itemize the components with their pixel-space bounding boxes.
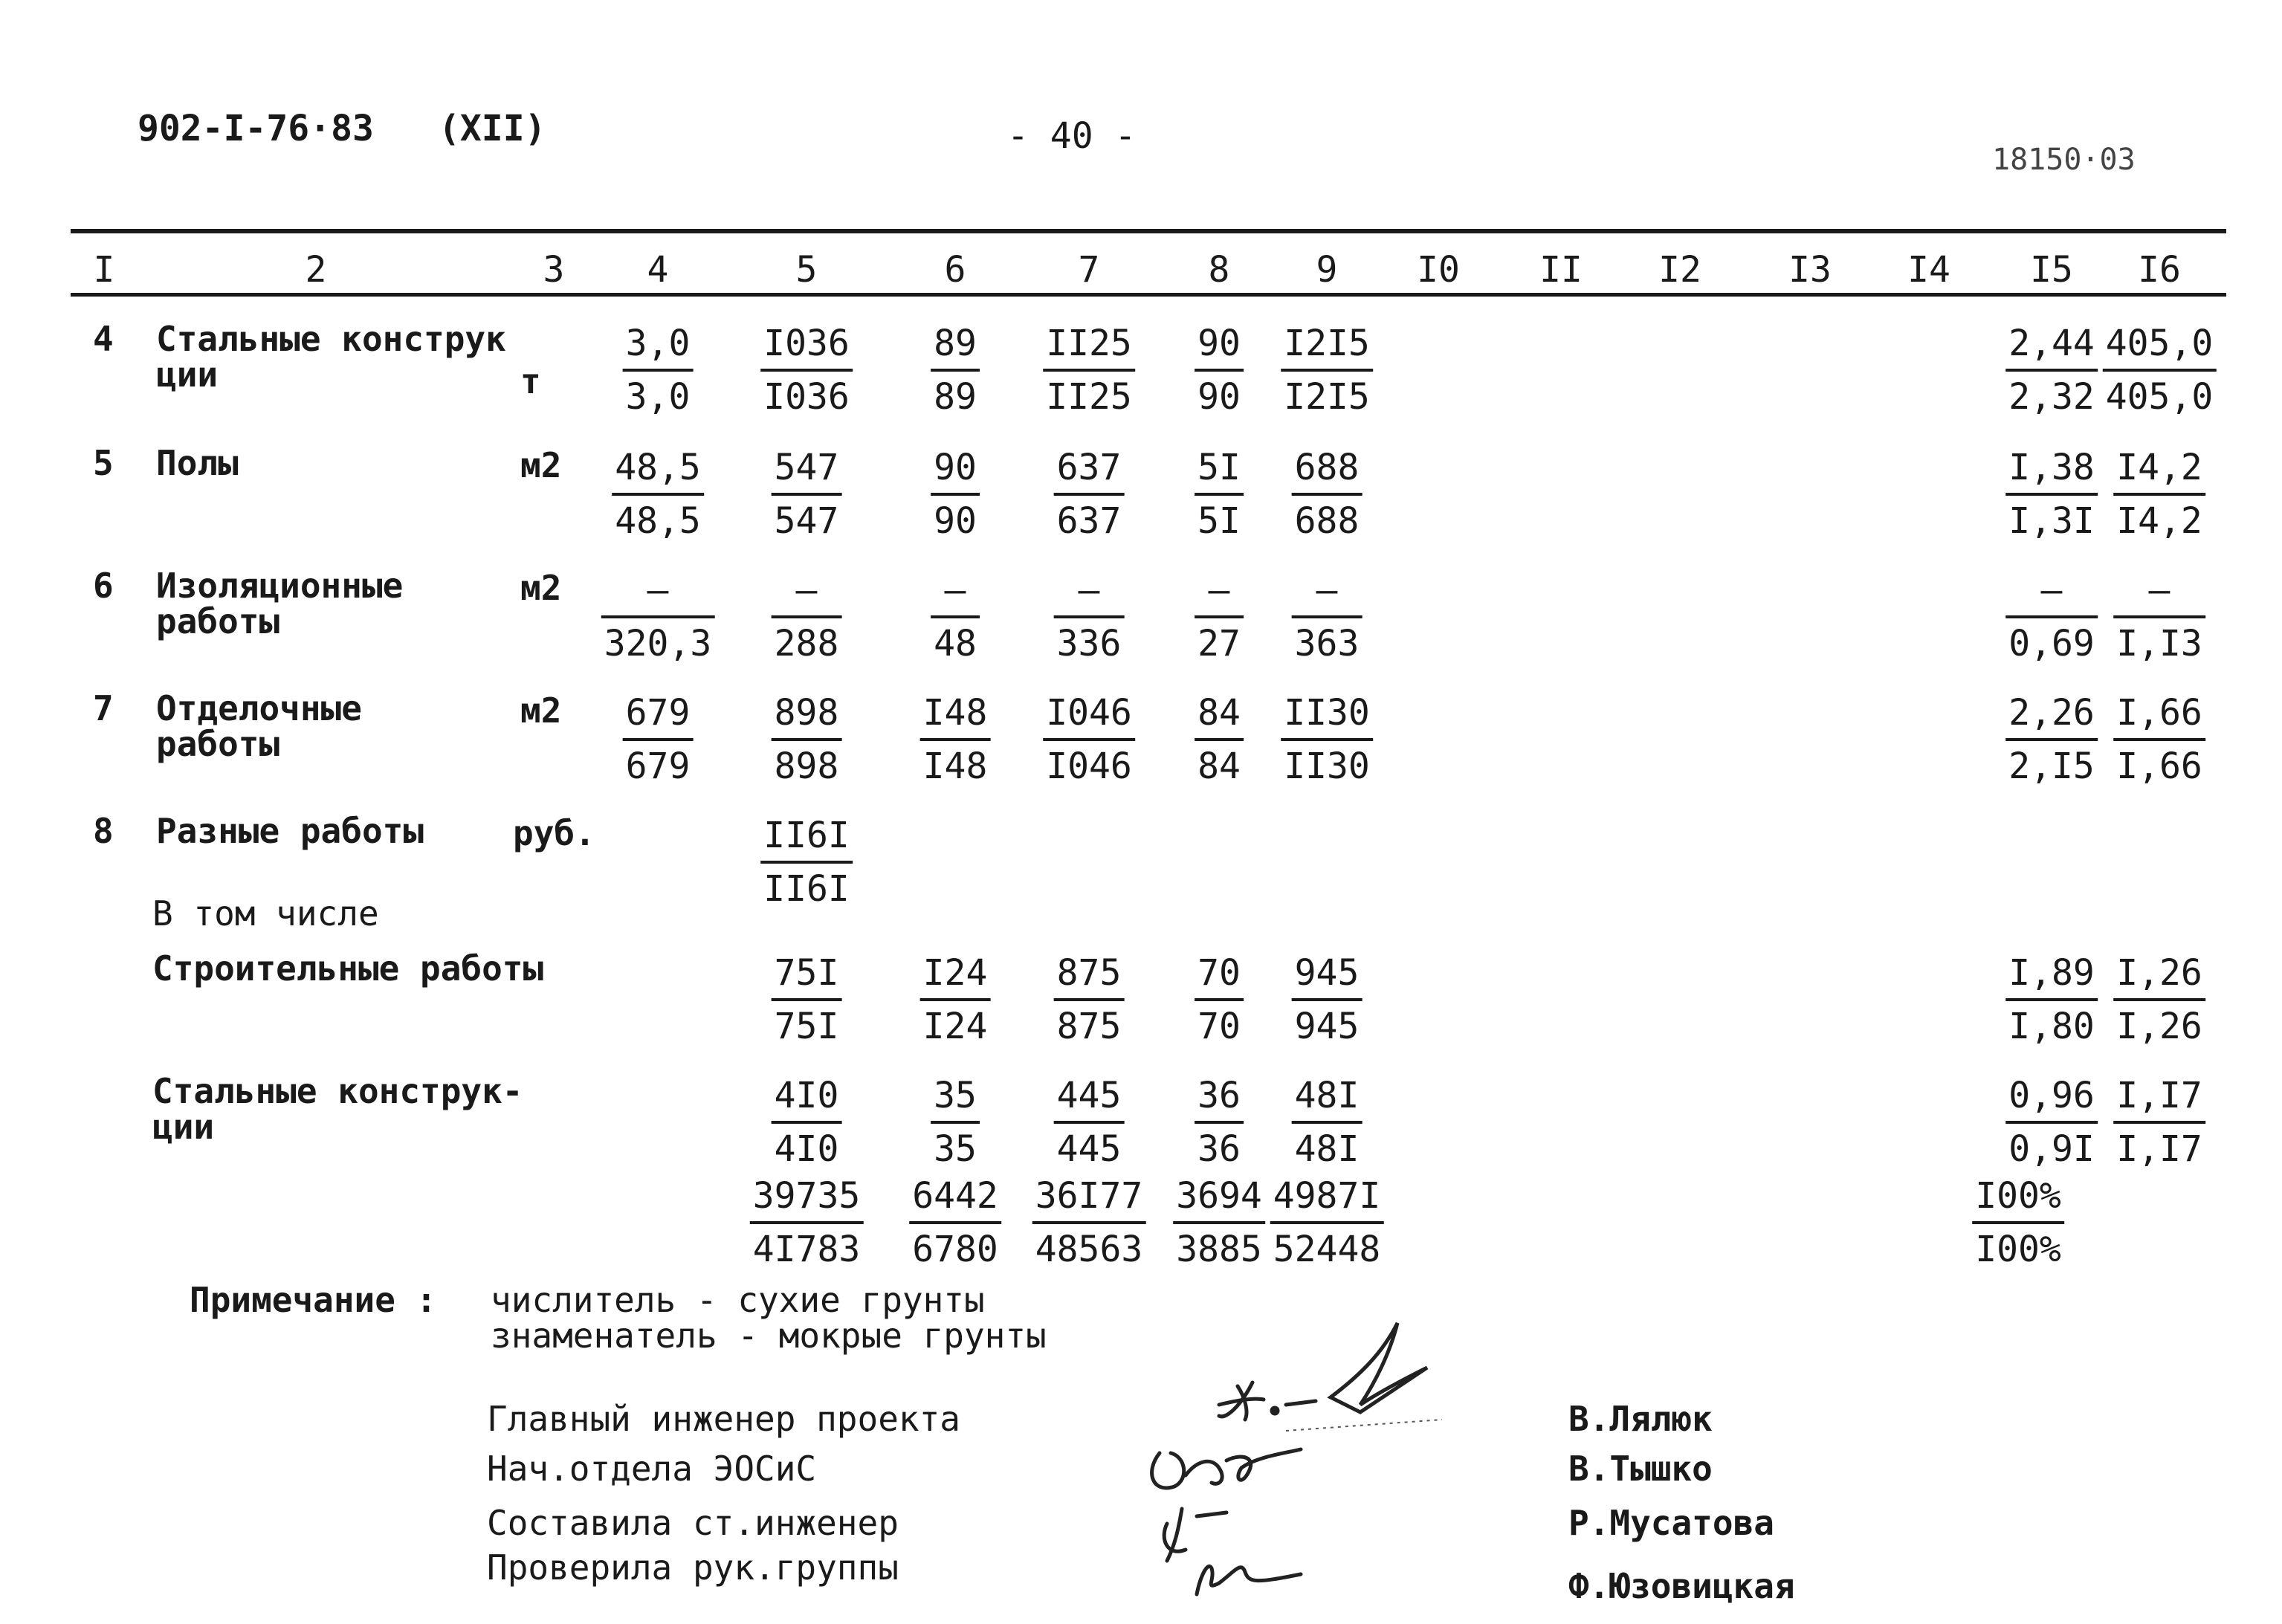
numerator: 70 (1195, 948, 1244, 1001)
denominator: 2,I5 (2008, 745, 2095, 787)
denominator: 48563 (1035, 1229, 1143, 1270)
denominator: 90 (1197, 376, 1241, 418)
value-fraction-c5 (760, 810, 853, 914)
row-unit: руб. (513, 813, 595, 853)
value-fraction-c6 (931, 318, 980, 422)
numerator: 2,26 (2005, 688, 2098, 741)
denominator: 288 (774, 623, 839, 664)
column-number: I3 (1788, 249, 1832, 291)
subrow-name: Строительные работы (152, 948, 544, 989)
numerator: I48 (920, 688, 991, 741)
column-number: 9 (1316, 249, 1338, 291)
numerator: 35 (931, 1070, 980, 1124)
row-name: Полы (156, 443, 239, 483)
value-fraction-c5 (772, 948, 842, 1052)
denominator: 70 (1197, 1006, 1241, 1047)
row-name: Отделочные работы (156, 688, 362, 764)
denominator: 679 (625, 745, 691, 787)
value-fraction-c7 (1043, 688, 1135, 792)
denominator: 688 (1294, 500, 1360, 542)
row-number: 6 (93, 566, 114, 606)
column-number: 8 (1208, 249, 1230, 291)
denominator: 48 (934, 623, 977, 664)
numerator: 36I77 (1032, 1171, 1146, 1224)
denominator: 6780 (912, 1229, 998, 1270)
numerator: I,26 (2113, 948, 2205, 1001)
numerator: II25 (1043, 318, 1135, 372)
denominator: 4I783 (752, 1229, 861, 1270)
numerator: 39735 (750, 1171, 864, 1224)
handwritten-signatures (1115, 1301, 1502, 1613)
value-fraction-c7 (1054, 442, 1125, 546)
value-fraction-c6 (920, 948, 991, 1052)
document-code: 902-I-76·83 (138, 108, 374, 149)
sign-role-3: Составила ст.инженер (487, 1503, 899, 1543)
value-fraction-c7 (1054, 1070, 1125, 1174)
value-fraction-c8 (1195, 948, 1244, 1052)
numerator: 679 (623, 688, 694, 741)
row-number: 8 (93, 811, 114, 851)
denominator: 36 (1197, 1128, 1241, 1170)
value-fraction-c9 (1292, 442, 1363, 546)
denominator: 363 (1294, 623, 1360, 664)
column-number: 2 (305, 249, 327, 291)
numerator: 0,96 (2005, 1070, 2098, 1124)
numerator: 4987I (1270, 1171, 1384, 1224)
column-number: 6 (944, 249, 966, 291)
value-fraction-c8 (1195, 565, 1244, 669)
row-name: Стальные конструк ции (156, 319, 506, 395)
value-fraction-c4 (601, 565, 715, 669)
denominator: 90 (934, 500, 977, 542)
page-number: - 40 - (1007, 115, 1137, 157)
denominator: I,I3 (2116, 623, 2202, 664)
value-fraction-c7 (1054, 948, 1125, 1052)
value-fraction-c6 (931, 565, 980, 669)
denominator: I,3I (2008, 500, 2095, 542)
row-unit: м2 (520, 445, 562, 485)
row-name: Изоляционные работы (156, 566, 404, 641)
note-line-1: числитель - сухие грунты (491, 1280, 985, 1320)
note-line-2: знаменатель - мокрые грунты (491, 1316, 1047, 1356)
including-label: В том числе (152, 893, 379, 934)
numerator: I046 (1043, 688, 1135, 741)
value-fraction-c16 (2113, 948, 2205, 1052)
denominator: 0,69 (2008, 623, 2095, 664)
numerator: 875 (1054, 948, 1125, 1001)
denominator: 5I (1197, 500, 1241, 542)
value-fraction-c5 (772, 1070, 842, 1174)
numerator: 48I (1292, 1070, 1363, 1124)
sign-name-4: Ф.Юзовицкая (1568, 1566, 1795, 1606)
top-rule (71, 229, 2226, 233)
numerator: – (931, 565, 980, 618)
value-fraction-c8 (1195, 442, 1244, 546)
column-number: 5 (795, 249, 818, 291)
denominator: 405,0 (2105, 376, 2214, 418)
numerator: 5I (1195, 442, 1244, 496)
column-number: I4 (1907, 249, 1950, 291)
row-name: Разные работы (156, 811, 424, 851)
numerator: I,89 (2005, 948, 2098, 1001)
column-number: 4 (647, 249, 669, 291)
numerator: 89 (931, 318, 980, 372)
denominator: 875 (1056, 1006, 1122, 1047)
row-number: 5 (93, 443, 114, 483)
value-fraction-c5 (760, 318, 853, 422)
numerator: II30 (1281, 688, 1373, 741)
denominator: 35 (934, 1128, 977, 1170)
column-number: 3 (543, 249, 565, 291)
numerator: – (2005, 565, 2098, 618)
numerator: 3,0 (623, 318, 694, 372)
value-fraction-c16 (2113, 1070, 2205, 1174)
value-fraction-c7 (1054, 565, 1125, 669)
column-number: II (1539, 249, 1583, 291)
value-fraction-c8 (1195, 688, 1244, 792)
denominator: 4I0 (774, 1128, 839, 1170)
denominator: 3,0 (625, 376, 691, 418)
value-fraction-total-c9 (1270, 1171, 1384, 1275)
value-fraction-c9 (1292, 948, 1363, 1052)
sign-role-4: Проверила рук.группы (487, 1547, 899, 1588)
row-number: 7 (93, 688, 114, 728)
numerator: I036 (760, 318, 853, 372)
subrow-name: Стальные конструк- ции (152, 1071, 523, 1147)
value-fraction-c16 (2113, 442, 2205, 546)
denominator: I,66 (2116, 745, 2202, 787)
sign-name-3: Р.Мусатова (1568, 1503, 1774, 1543)
numerator: 445 (1054, 1070, 1125, 1124)
numerator: II6I (760, 810, 853, 864)
archive-stamp: 18150·03 (1992, 143, 2136, 177)
numerator: 4I0 (772, 1070, 842, 1124)
value-fraction-total-c7 (1032, 1171, 1146, 1275)
denominator: 48I (1294, 1128, 1360, 1170)
value-fraction-c9 (1292, 565, 1363, 669)
numerator: 84 (1195, 688, 1244, 741)
value-fraction-c8 (1195, 1070, 1244, 1174)
value-fraction-total-c5 (750, 1171, 864, 1275)
denominator: 52448 (1273, 1229, 1381, 1270)
value-fraction-c4 (612, 442, 704, 546)
value-fraction-c16 (2113, 565, 2205, 669)
numerator: 688 (1292, 442, 1363, 496)
numerator: 898 (772, 688, 842, 741)
denominator: I036 (763, 376, 850, 418)
numerator: 547 (772, 442, 842, 496)
value-fraction-c6 (920, 688, 991, 792)
row-unit: м2 (520, 568, 562, 608)
numerator: 6442 (909, 1171, 1001, 1224)
value-fraction-c15 (2005, 565, 2098, 669)
denominator: 3885 (1176, 1229, 1262, 1270)
sign-role-1: Главный инженер проекта (487, 1399, 960, 1439)
column-number: I2 (1658, 249, 1701, 291)
column-number: I0 (1417, 249, 1460, 291)
value-fraction-c4 (623, 688, 694, 792)
denominator: 547 (774, 500, 839, 542)
value-fraction-c9 (1281, 688, 1373, 792)
denominator: 2,32 (2008, 376, 2095, 418)
denominator: I046 (1046, 745, 1132, 787)
column-number: I (93, 249, 115, 291)
denominator: 48,5 (615, 500, 701, 542)
denominator: 84 (1197, 745, 1241, 787)
value-fraction-c6 (931, 442, 980, 546)
value-fraction-c9 (1292, 1070, 1363, 1174)
denominator: 27 (1197, 623, 1241, 664)
denominator: I48 (922, 745, 988, 787)
denominator: I,26 (2116, 1006, 2202, 1047)
denominator: I00% (1975, 1229, 2061, 1270)
denominator: 89 (934, 376, 977, 418)
numerator: 405,0 (2103, 318, 2217, 372)
sign-role-2: Нач.отдела ЭОСиС (487, 1449, 817, 1489)
value-fraction-c15 (2005, 442, 2098, 546)
denominator: I24 (922, 1006, 988, 1047)
header-rule (71, 293, 2226, 297)
value-fraction-total-c8 (1173, 1171, 1265, 1275)
sign-name-2: В.Тышко (1568, 1449, 1713, 1489)
note-label: Примечание : (190, 1280, 437, 1320)
numerator: – (601, 565, 715, 618)
numerator: 48,5 (612, 442, 704, 496)
value-fraction-c16 (2113, 688, 2205, 792)
value-fraction-c5 (772, 565, 842, 669)
denominator: II25 (1046, 376, 1132, 418)
denominator: I,I7 (2116, 1128, 2202, 1170)
denominator: I,80 (2008, 1006, 2095, 1047)
value-fraction-c16 (2103, 318, 2217, 422)
numerator: 945 (1292, 948, 1363, 1001)
numerator: 36 (1195, 1070, 1244, 1124)
denominator: 637 (1056, 500, 1122, 542)
denominator: 0,9I (2008, 1128, 2095, 1170)
denominator: 75I (774, 1006, 839, 1047)
numerator: – (1054, 565, 1125, 618)
numerator: 75I (772, 948, 842, 1001)
denominator: 320,3 (604, 623, 712, 664)
denominator: 898 (774, 745, 839, 787)
value-fraction-c8 (1195, 318, 1244, 422)
numerator: I,I7 (2113, 1070, 2205, 1124)
numerator: I,66 (2113, 688, 2205, 741)
numerator: – (772, 565, 842, 618)
numerator: – (2113, 565, 2205, 618)
denominator: I2I5 (1284, 376, 1370, 418)
numerator: I4,2 (2113, 442, 2205, 496)
document-part: (XII) (439, 108, 546, 149)
numerator: 3694 (1173, 1171, 1265, 1224)
numerator: I,38 (2005, 442, 2098, 496)
value-fraction-c15 (2005, 318, 2098, 422)
value-fraction-c6 (931, 1070, 980, 1174)
column-number: I6 (2138, 249, 2181, 291)
row-number: 4 (93, 319, 114, 359)
value-fraction-c5 (772, 442, 842, 546)
value-fraction-total-c6 (909, 1171, 1001, 1275)
numerator: I24 (920, 948, 991, 1001)
column-number: 7 (1078, 249, 1100, 291)
numerator: – (1292, 565, 1363, 618)
row-unit: м2 (520, 690, 562, 731)
denominator: I4,2 (2116, 500, 2202, 542)
denominator: 445 (1056, 1128, 1122, 1170)
denominator: II6I (763, 868, 850, 910)
value-fraction-c15 (2005, 688, 2098, 792)
numerator: 90 (1195, 318, 1244, 372)
numerator: 637 (1054, 442, 1125, 496)
value-fraction-c15 (2005, 948, 2098, 1052)
sign-name-1: В.Лялюк (1568, 1399, 1713, 1439)
value-fraction-c5 (772, 688, 842, 792)
denominator: 336 (1056, 623, 1122, 664)
denominator: 945 (1294, 1006, 1360, 1047)
value-fraction-c7 (1043, 318, 1135, 422)
column-number: I5 (2030, 249, 2073, 291)
denominator: II30 (1284, 745, 1370, 787)
value-fraction-c15 (2005, 1070, 2098, 1174)
value-fraction-c4 (623, 318, 694, 422)
value-fraction-c9 (1281, 318, 1373, 422)
numerator: – (1195, 565, 1244, 618)
numerator: I00% (1972, 1171, 2064, 1224)
numerator: 2,44 (2005, 318, 2098, 372)
numerator: I2I5 (1281, 318, 1373, 372)
numerator: 90 (931, 442, 980, 496)
row-unit: т (520, 361, 541, 401)
value-fraction-total-c15 (1972, 1171, 2064, 1275)
